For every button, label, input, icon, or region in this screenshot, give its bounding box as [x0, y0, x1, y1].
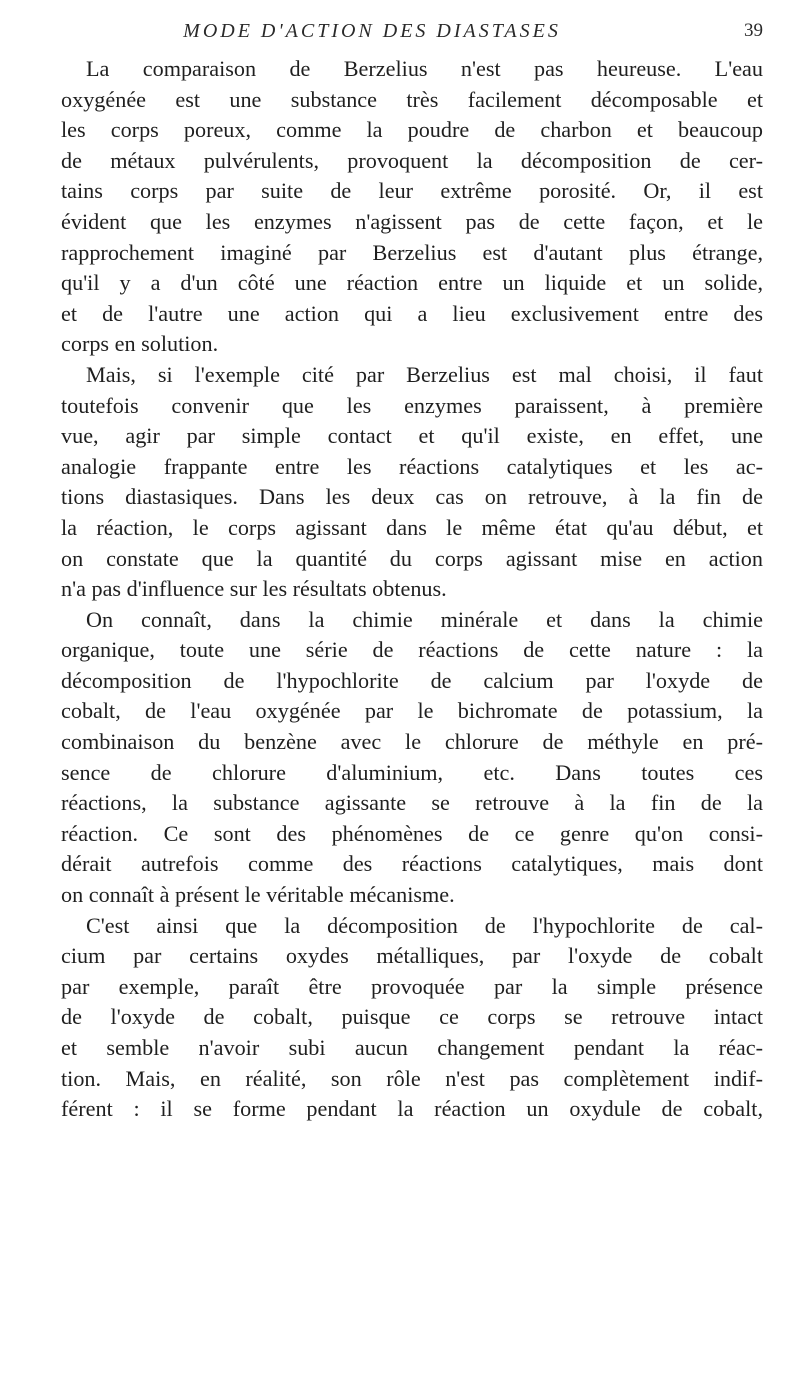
paragraph	[61, 54, 763, 360]
text-line: corps en solution.	[61, 331, 219, 357]
text-line: C'est ainsi que la décomposition de l'hypochlorite de cal-	[86, 912, 763, 938]
text-line: tions diastasiques. Dans les deux cas on retrouve, à la fin de	[61, 484, 763, 510]
text-line: on constate que la quantité du corps agissant mise en action	[61, 545, 763, 571]
text-line: et semble n'avoir subi aucun changement pendant la réac-	[61, 1035, 763, 1060]
running-title: MODE D'ACTION DES DIASTASES	[183, 20, 561, 42]
text-line: oxygénée est une substance très facilement décomposable et	[61, 86, 763, 112]
text-line: de l'oxyde de cobalt, puisque ce corps se retrouve intact	[61, 1004, 763, 1030]
text-line: férent : il se forme pendant la réaction un oxydule de cobalt,	[61, 1096, 763, 1122]
text-line: tion. Mais, en réalité, son rôle n'est pas complètement indif-	[61, 1065, 763, 1091]
running-header	[0, 20, 800, 46]
text-line: cobalt, de l'eau oxygénée par le bichromate de potassium, la	[61, 698, 763, 724]
text-line: dérait autrefois comme des réactions catalytiques, mais dont	[61, 851, 763, 877]
text-line: La comparaison de Berzelius n'est pas heureuse. L'eau	[86, 56, 763, 81]
page-number: 39	[744, 20, 763, 41]
text-line: la réaction, le corps agissant dans le même état qu'au début, et	[61, 514, 763, 540]
text-line: décomposition de l'hypochlorite de calcium par l'oxyde de	[61, 667, 763, 693]
paragraph	[61, 911, 763, 1125]
paragraph	[61, 360, 763, 605]
text-line: réactions, la substance agissante se retrouve à la fin de la	[61, 790, 763, 816]
text-line: sence de chlorure d'aluminium, etc. Dans toutes ces	[61, 759, 763, 785]
paragraph	[61, 605, 763, 911]
text-line: qu'il y a d'un côté une réaction entre un liquide et un solide,	[61, 270, 763, 296]
text-line: Mais, si l'exemple cité par Berzelius est mal choisi, il faut	[86, 361, 763, 387]
text-line: On connaît, dans la chimie minérale et dans la chimie	[86, 606, 763, 632]
text-line: rapprochement imaginé par Berzelius est d'autant plus étrange,	[61, 239, 763, 265]
text-line: vue, agir par simple contact et qu'il existe, en effet, une	[61, 423, 763, 449]
text-line: toutefois convenir que les enzymes paraissent, à première	[61, 392, 763, 418]
text-line: évident que les enzymes n'agissent pas de cette façon, et le	[61, 208, 763, 234]
body-text	[61, 54, 763, 1125]
text-line: organique, toute une série de réactions de cette nature : la	[61, 637, 763, 663]
text-line: de métaux pulvérulents, provoquent la décomposition de cer-	[61, 147, 763, 173]
text-line: tains corps par suite de leur extrême porosité. Or, il est	[61, 178, 763, 204]
text-line: par exemple, paraît être provoquée par la simple présence	[61, 973, 763, 999]
text-line: cium par certains oxydes métalliques, par l'oxyde de cobalt	[61, 943, 763, 969]
text-line: réaction. Ce sont des phénomènes de ce genre qu'on consi-	[61, 820, 763, 846]
text-line: on connaît à présent le véritable mécanisme.	[61, 882, 455, 908]
text-line: combinaison du benzène avec le chlorure de méthyle en pré-	[61, 729, 763, 755]
text-line: n'a pas d'influence sur les résultats obtenus.	[61, 576, 447, 602]
text-line: les corps poreux, comme la poudre de charbon et beaucoup	[61, 117, 763, 143]
text-line: analogie frappante entre les réactions catalytiques et les ac-	[61, 453, 763, 479]
text-line: et de l'autre une action qui a lieu exclusivement entre des	[61, 300, 763, 326]
